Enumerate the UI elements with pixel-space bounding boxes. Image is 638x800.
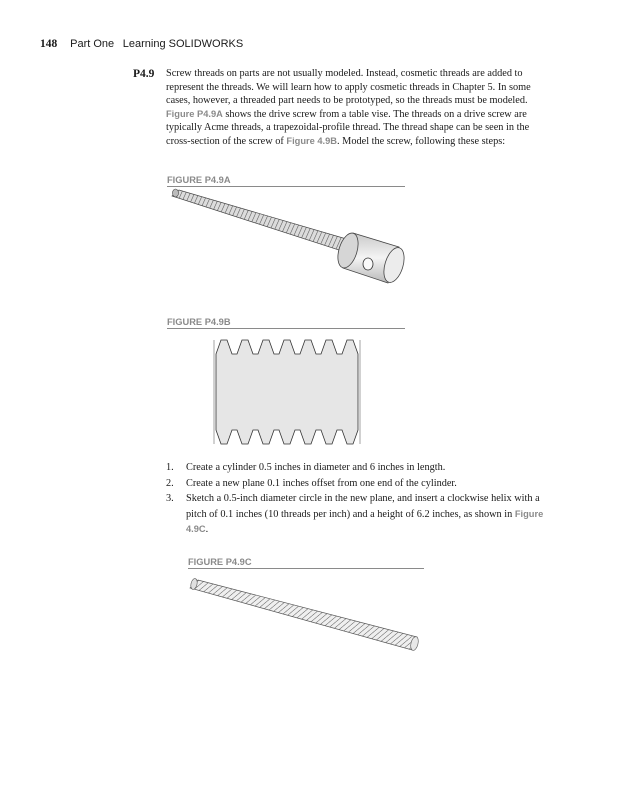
- book-title: Learning SOLIDWORKS: [122, 38, 244, 50]
- figure-b-caption: FIGURE P4.9B: [167, 317, 405, 329]
- step-text: Sketch a 0.5-inch diameter circle in the new plane, and insert a clockwise helix with a pitch of 0.1 inches (10 threads per inch) and a height of 6.2 inches, as shown in: [186, 493, 540, 520]
- figure-ref-b[interactable]: Figure 4.9B: [286, 135, 338, 146]
- figure-a-caption: FIGURE P4.9A: [167, 175, 405, 187]
- figure-ref-c[interactable]: Figure 4.9C: [186, 508, 544, 534]
- step-number: 2.: [166, 477, 174, 489]
- problem-id: P4.9: [133, 68, 155, 80]
- problem-text-3: . Model the screw, following these steps:: [337, 135, 506, 147]
- page-number: 148: [40, 38, 58, 50]
- step-text-end: .: [205, 524, 209, 535]
- figure-c-caption: FIGURE P4.9C: [188, 557, 424, 569]
- step-number: 1.: [166, 462, 174, 473]
- part-label: Part One: [70, 38, 115, 50]
- problem-text-2: shows the drive screw from a table vise. The threads on a drive screw are typically Acme threads, a trapezoidal-profile thread. The thread shape can be seen in the cross-section of the screw of: [166, 108, 530, 147]
- figure-ref-a[interactable]: Figure P4.9A: [166, 108, 223, 119]
- step-text: Create a new plane 0.1 inches offset from one end of the cylinder.: [186, 477, 457, 489]
- step-number: 3.: [166, 493, 174, 504]
- problem-text-1: Screw threads on parts are not usually modeled. Instead, cosmetic threads are added to represent the threads. We will learn how to apply cosmetic threads in Chapter 5. In some cases, however, a threaded part needs to be prototyped, so the threads must be modeled.: [166, 68, 531, 107]
- step-text: Create a cylinder 0.5 inches in diameter and 6 inches in length.: [186, 462, 446, 473]
